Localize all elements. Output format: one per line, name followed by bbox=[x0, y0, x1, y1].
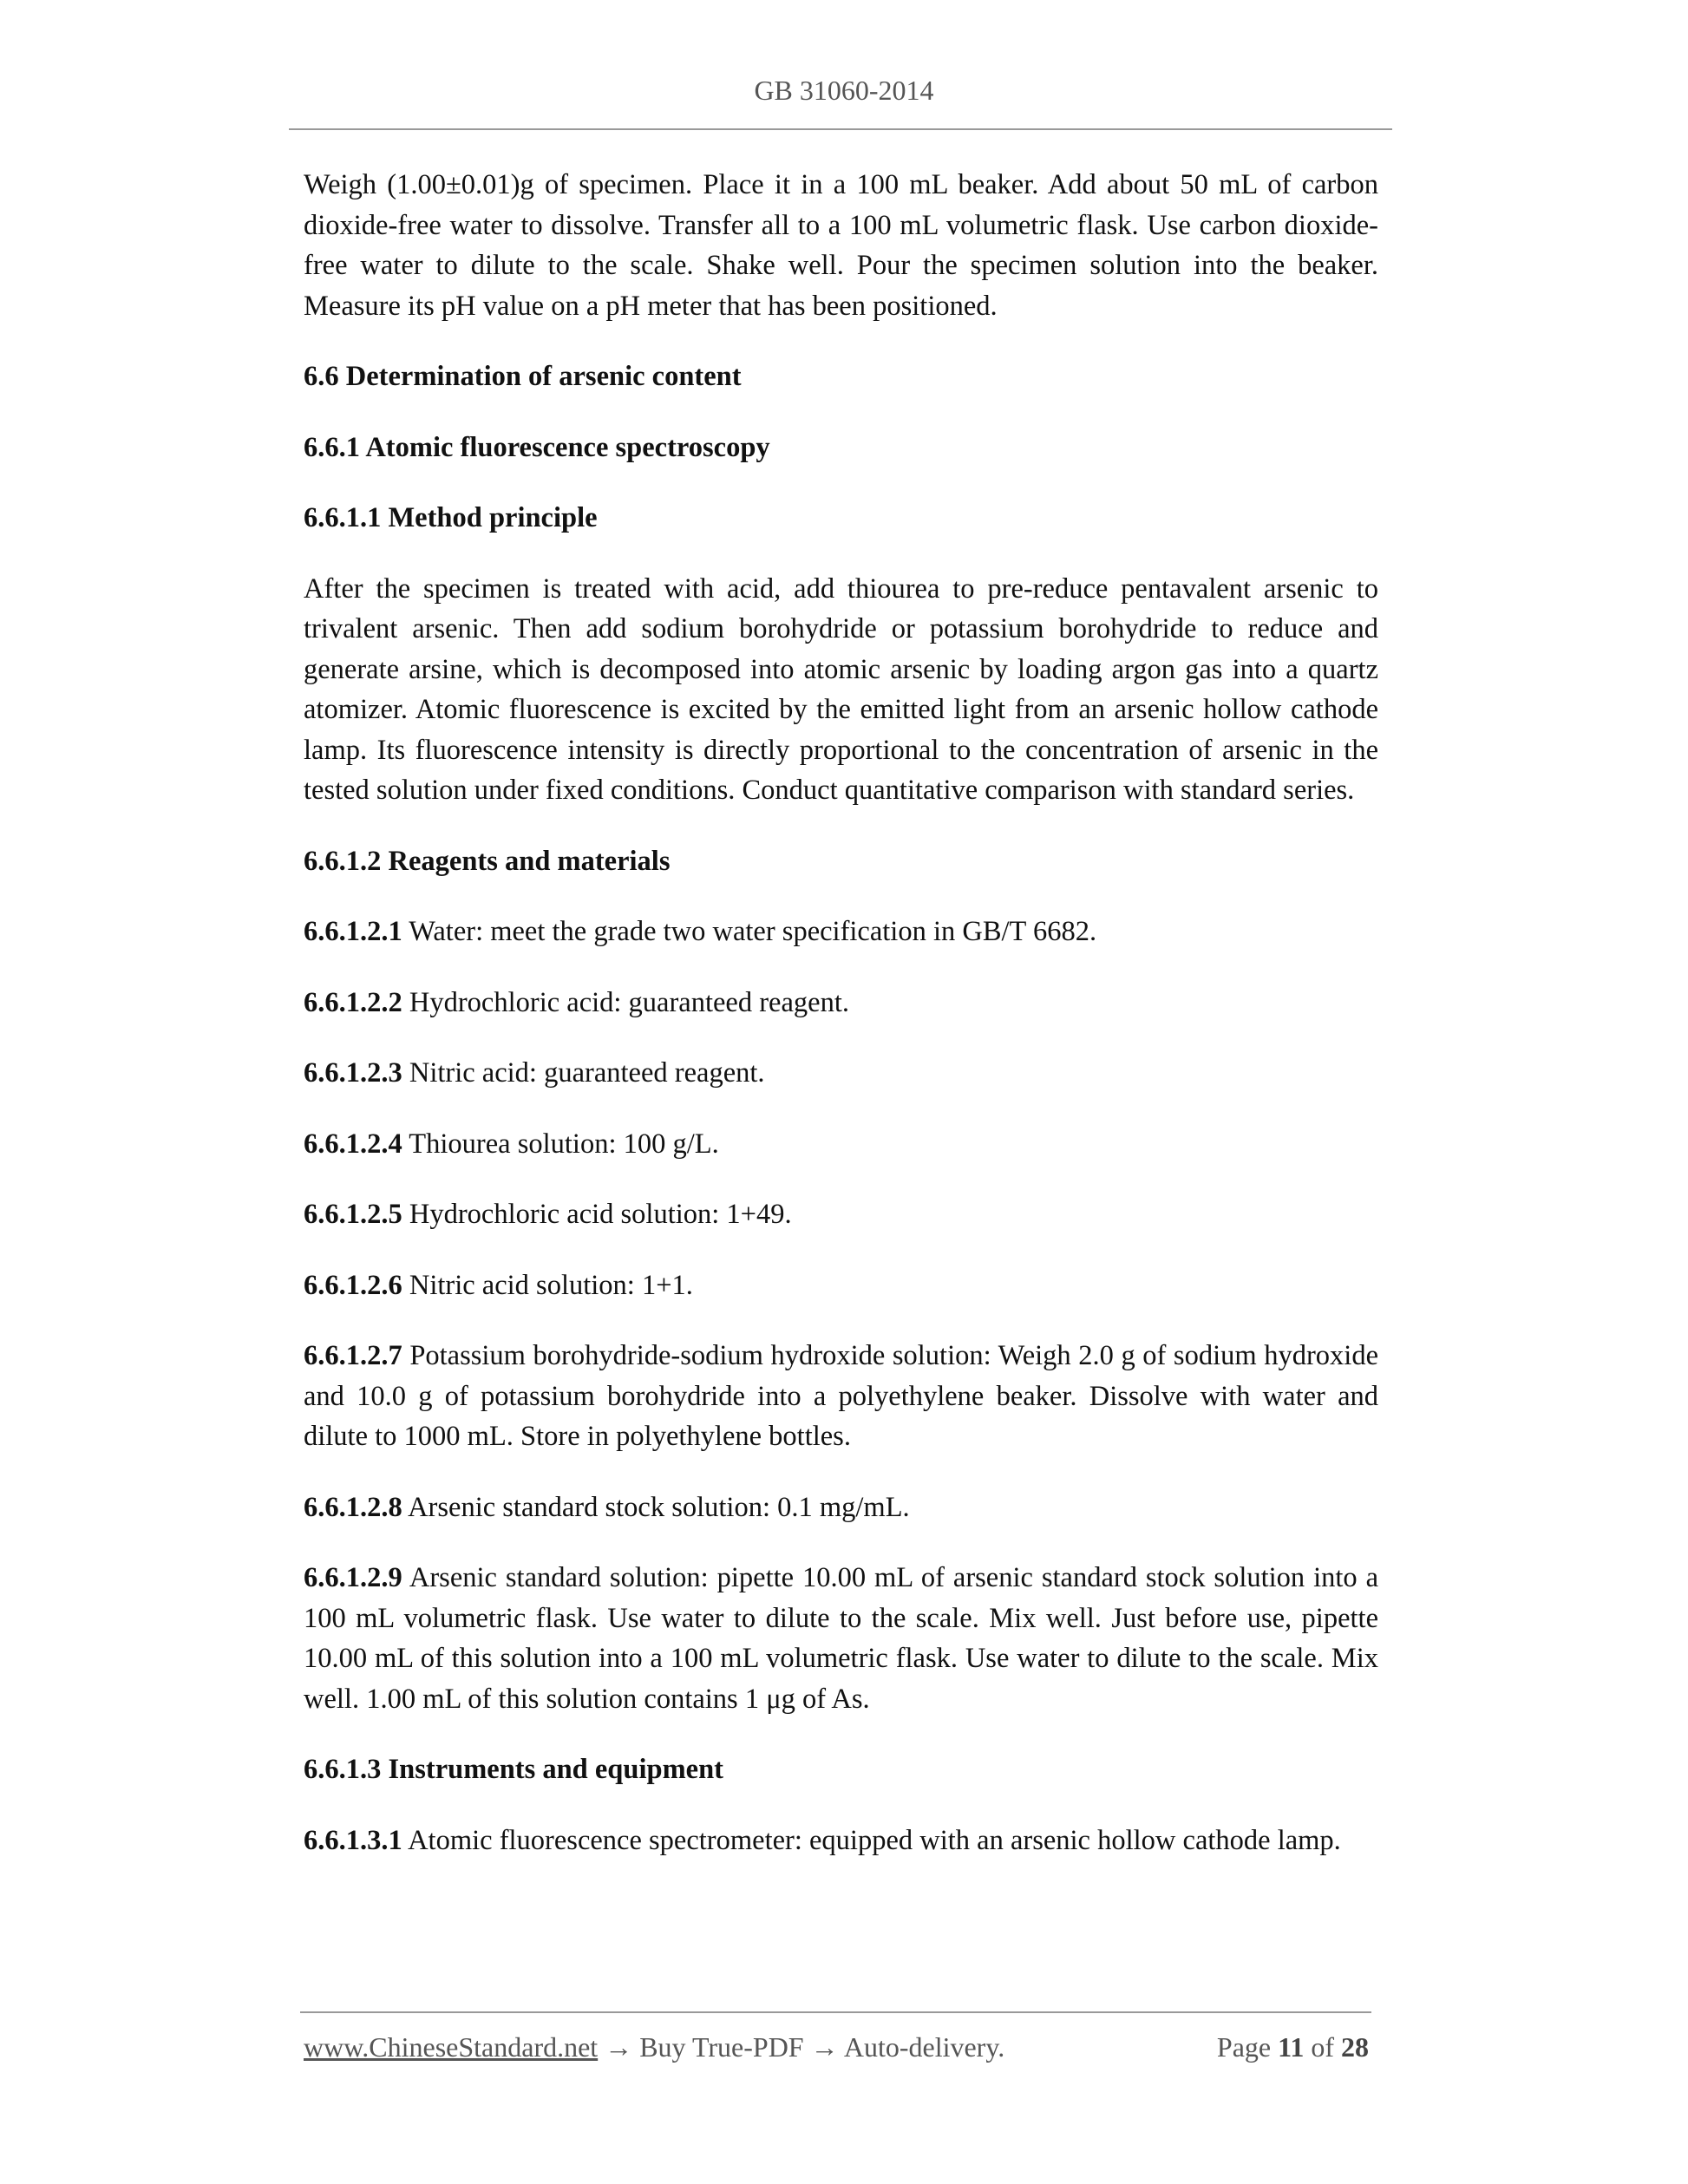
item-number: 6.6.1.2.9 bbox=[304, 1562, 402, 1593]
list-item bbox=[304, 1488, 1378, 1528]
item-number: 6.6.1.2.5 bbox=[304, 1199, 402, 1230]
list-item bbox=[304, 1821, 1378, 1861]
page-number: 11 bbox=[1278, 2031, 1305, 2063]
document-body bbox=[304, 165, 1378, 1891]
item-number: 6.6.1.3.1 bbox=[304, 1824, 402, 1856]
list-item bbox=[304, 1265, 1378, 1306]
heading-6-6-1-3: 6.6.1.3 Instruments and equipment bbox=[304, 1754, 723, 1785]
item-text: Arsenic standard stock solution: 0.1 mg/mL. bbox=[402, 1491, 910, 1523]
footer-divider bbox=[300, 2011, 1371, 2013]
paragraph-intro: Weigh (1.00±0.01)g of specimen. Place it in a 100 mL beaker. Add about 50 mL of carbon dioxide-free water to dissolve. Transfer all to a 100 mL volumetric flask. Use carbon dioxide-free water to dilute to the scale. Shake well. Pour the specimen solution into the beaker. Measure its pH value on a pH meter that has been positioned. bbox=[304, 169, 1378, 322]
of-label: of bbox=[1304, 2031, 1341, 2063]
page-indicator bbox=[1217, 2031, 1369, 2063]
item-number: 6.6.1.2.4 bbox=[304, 1128, 402, 1160]
heading-6-6-1: 6.6.1 Atomic fluorescence spectroscopy bbox=[304, 431, 770, 463]
list-item bbox=[304, 983, 1378, 1023]
heading-6-6-1-1: 6.6.1.1 Method principle bbox=[304, 502, 598, 533]
website-link[interactable]: www.ChineseStandard.net bbox=[304, 2031, 599, 2063]
item-number: 6.6.1.2.6 bbox=[304, 1269, 402, 1301]
list-item bbox=[304, 1124, 1378, 1165]
list-item bbox=[304, 1194, 1378, 1235]
item-number: 6.6.1.2.2 bbox=[304, 986, 402, 1018]
item-text: Nitric acid solution: 1+1. bbox=[402, 1269, 693, 1301]
footer-left bbox=[304, 2031, 1004, 2063]
item-text: Nitric acid: guaranteed reagent. bbox=[402, 1057, 765, 1089]
item-text: Atomic fluorescence spectrometer: equipped with an arsenic hollow cathode lamp. bbox=[402, 1824, 1341, 1856]
heading-6-6-1-2: 6.6.1.2 Reagents and materials bbox=[304, 845, 671, 877]
list-item bbox=[304, 1558, 1378, 1719]
list-item bbox=[304, 1053, 1378, 1094]
item-text: Water: meet the grade two water specification in GB/T 6682. bbox=[402, 916, 1097, 947]
item-text: Thiourea solution: 100 g/L. bbox=[402, 1128, 719, 1160]
heading-6-6: 6.6 Determination of arsenic content bbox=[304, 361, 742, 392]
paragraph-principle: After the specimen is treated with acid, add thiourea to pre-reduce pentavalent arsenic to trivalent arsenic. Then add sodium borohydride or potassium borohydride to reduce and generate arsine, which is decomposed into atomic arsenic by loading argon gas into a quartz atomizer. Atomic fluorescence is excited by the emitted light from an arsenic hollow cathode lamp. Its fluorescence intensity is directly proportional to the concentration of arsenic in the tested solution under fixed conditions. Conduct quantitative comparison with standard series. bbox=[304, 572, 1378, 806]
item-text: Potassium borohydride-sodium hydroxide solution: Weigh 2.0 g of sodium hydroxide and 10.0 g of potassium borohydride into a polyethylene beaker. Dissolve with water and dilute to 1000 mL. Store in polyethylene bottles. bbox=[304, 1340, 1378, 1452]
item-number: 6.6.1.2.7 bbox=[304, 1340, 402, 1371]
item-number: 6.6.1.2.8 bbox=[304, 1491, 402, 1523]
item-text: Arsenic standard solution: pipette 10.00 mL of arsenic standard stock solution into a 100 mL volumetric flask. Use water to dilute to the scale. Mix well. Just before use, pipette 10.00 mL of this solution into a 100 mL volumetric flask. Use water to dilute to the scale. Mix well. 1.00 mL of this solution contains 1 μg of As. bbox=[304, 1562, 1378, 1715]
footer-tagline: → Buy True-PDF → Auto-delivery. bbox=[598, 2031, 1005, 2063]
page-total: 28 bbox=[1341, 2031, 1369, 2063]
item-text: Hydrochloric acid: guaranteed reagent. bbox=[402, 986, 849, 1018]
item-number: 6.6.1.2.1 bbox=[304, 916, 402, 947]
list-item bbox=[304, 1336, 1378, 1457]
list-item bbox=[304, 912, 1378, 952]
item-text: Hydrochloric acid solution: 1+49. bbox=[402, 1199, 792, 1230]
page-footer bbox=[304, 2031, 1369, 2063]
document-header: GB 31060-2014 bbox=[754, 75, 934, 106]
page-label: Page bbox=[1216, 2031, 1279, 2063]
header-divider bbox=[289, 128, 1392, 130]
item-number: 6.6.1.2.3 bbox=[304, 1057, 402, 1089]
